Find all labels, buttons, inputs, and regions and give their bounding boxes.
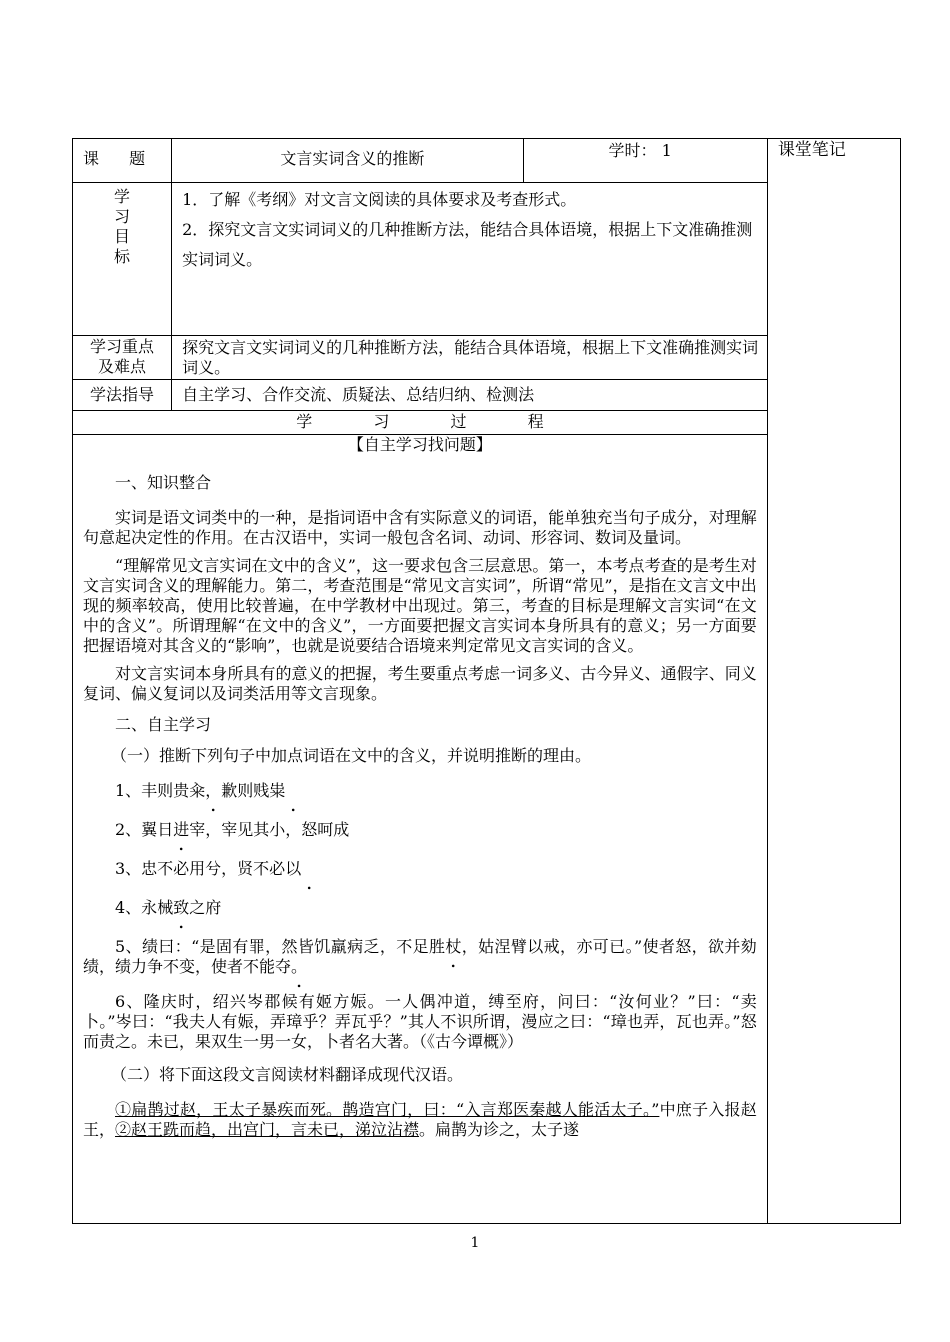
sentence-text: 5、绩曰：“是固有罪，然皆饥羸病乏，不足	[115, 937, 429, 956]
focus-content-cell	[172, 336, 768, 380]
process-heading	[73, 411, 767, 433]
sentence-6: 6、隆庆时，绍兴岑郡候有姬方娠。一人偶冲道，缚至府，问曰：“汝何业？”曰：“卖卜。”岑曰：“我夫人有娠，弄璋乎？弄瓦乎？”其人不识所谓，漫应之曰：“璋也弄，瓦也弄。”怒而责之。未已，果双生一男一女，卜者名大著。（《古今谭概》）	[83, 992, 757, 1051]
method-label: 学法指导	[90, 385, 155, 404]
dotted-word: 粜	[269, 781, 286, 800]
dotted-word: 籴	[189, 781, 206, 800]
course-label-b: 题	[129, 149, 146, 168]
paragraph-2: “理解常见文言实词在文中的含义”，这一要求包含三层意思。第一，本考点考查的是考生对文言实词含义的理解能力。第二，考查范围是“常见文言实词”，所谓“常见”，是指在文言文中出现的频率较高，使用比较普遍，在中学教材中出现过。第三，考查的目标是理解文言实词“在文中的含义”。所谓理解“在文中的含义”，一方面要把握文言实词本身所具有的意义；另一方面要把握语境对其含义的“影响”，也就是说要结合语境来判定常见文言实词的含义。	[83, 556, 757, 655]
title-cell	[172, 139, 523, 183]
goals-label-char: 习	[114, 207, 131, 226]
process-heading-cell	[73, 411, 768, 435]
question-1: （一）推断下列句子中加点词语在文中的含义，并说明推断的理由。	[111, 746, 592, 765]
goal-item: 1．了解《考纲》对文言文阅读的具体要求及考查形式。	[182, 190, 577, 209]
page-number: 1	[470, 1235, 480, 1251]
method-content-cell	[172, 380, 768, 411]
goals-label-char: 目	[114, 227, 131, 246]
sentence-text: 2、翼	[115, 820, 158, 839]
goals-content-cell	[172, 183, 768, 336]
method-text: 自主学习、合作交流、质疑法、总结归纳、检测法	[182, 385, 535, 404]
dotted-word: 胜	[428, 937, 446, 956]
section-title: 【自主学习找问题】	[347, 435, 492, 454]
underlined-sentence-2: ②赵王跣而趋，出宫门，言未已，涕泣沾襟	[115, 1120, 420, 1139]
sentence-text: 。	[291, 957, 308, 976]
sentence-2	[83, 820, 757, 840]
lesson-plan-table	[72, 138, 901, 1224]
course-label-a: 课	[83, 149, 100, 168]
focus-label-line1: 学习重点	[90, 337, 155, 356]
underlined-sentence-1: ①扁鹊过赵，王太子暴疾而死。鹊造宫门，曰：“入言郑医秦越人能活太子。”	[115, 1100, 660, 1119]
paragraph-3: 对文言实词本身所具有的意义的把握，考生要重点考虑一词多义、古今异义、通假字、同义复词、偏义复词以及词类活用等文言现象。	[83, 664, 757, 703]
sentence-1	[83, 781, 757, 801]
translation-passage	[83, 1100, 757, 1140]
focus-text: 探究文言文实词词义的几种推断方法，能结合具体语境，根据上下文准确推测实词词义。	[182, 338, 759, 377]
heading-self-study: 二、自主学习	[115, 715, 212, 734]
process-char: 过	[450, 412, 467, 431]
sentence-text: 3、忠不必用兮，贤不必	[115, 859, 286, 878]
notes-column	[767, 139, 900, 1224]
process-char: 学	[296, 412, 313, 431]
dotted-word: 日	[157, 820, 174, 839]
sentence-text: 1、丰则贵	[115, 781, 190, 800]
dotted-word: 械	[157, 898, 174, 917]
main-content-cell	[73, 435, 768, 1224]
dotted-word: 以	[285, 859, 302, 878]
passage-text: 中庶子入报赵王，	[83, 1100, 757, 1139]
question-2: （二）将下面这段文言阅读材料翻译成现代汉语。	[111, 1065, 464, 1084]
sentence-5	[83, 937, 757, 977]
paragraph-1: 实词是语文词类中的一种，是指词语中含有实际意义的词语，能单独充当句子成分，对理解句意起决定性的作用。在古汉语中，实词一般包含名词、动词、形容词、数词及量词。	[83, 508, 757, 547]
focus-label-line2: 及难点	[98, 357, 147, 376]
sentence-4	[83, 898, 757, 918]
focus-label-cell	[73, 336, 172, 380]
method-label-cell	[73, 380, 172, 411]
dotted-word: 夺	[275, 957, 292, 976]
class-hours: 学时： 1	[608, 141, 672, 160]
lesson-title: 文言实词含义的推断	[280, 149, 425, 168]
sentence-text: 杖，姑涅臂以戒，亦可已。”使者怒，欲并劾绩，绩力争不变，使者不能	[83, 937, 757, 976]
notes-heading: 课堂笔记	[777, 140, 846, 160]
sentence-text: ，歉则贱	[205, 781, 270, 800]
goals-label-cell	[73, 183, 172, 336]
sentence-text: 4、永	[115, 898, 158, 917]
process-char: 程	[527, 412, 544, 431]
sentence-text: 致之府	[173, 898, 222, 917]
course-label-cell	[73, 139, 172, 183]
sentence-3	[83, 859, 757, 879]
goal-item: 2．探究文言文实词词义的几种推断方法，能结合具体语境，根据上下文准确推测实词词义。	[182, 220, 753, 269]
goals-label-char: 标	[114, 247, 131, 266]
sentence-text: 进宰，宰见其小，怒呵成	[173, 820, 350, 839]
hours-cell	[523, 139, 767, 183]
heading-knowledge: 一、知识整合	[115, 473, 212, 492]
goals-label-char: 学	[114, 187, 131, 206]
passage-text: 。扁鹊为诊之，太子遂	[419, 1120, 580, 1139]
process-char: 习	[373, 412, 390, 431]
